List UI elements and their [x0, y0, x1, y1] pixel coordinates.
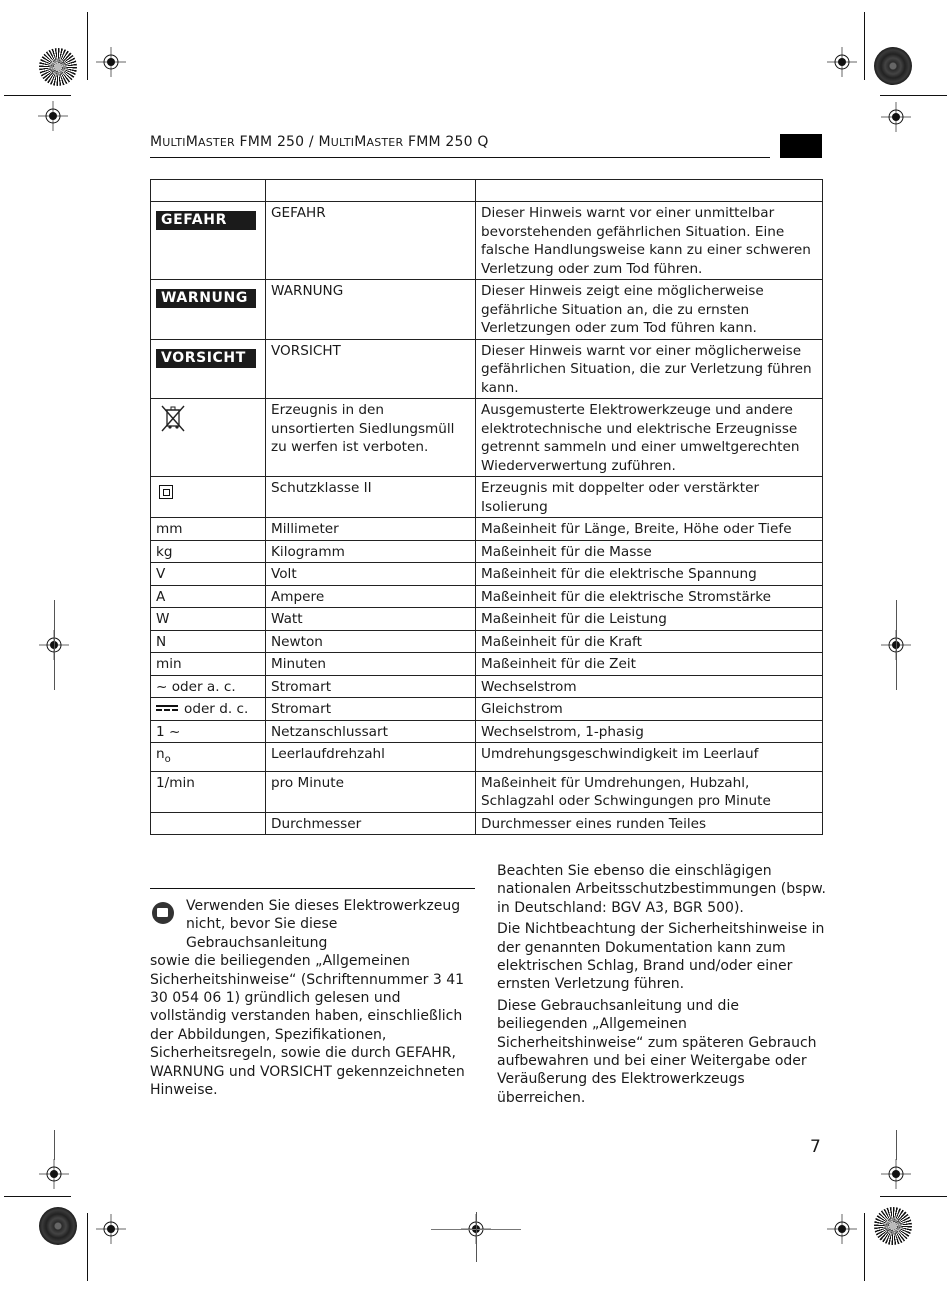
- title-cap: M: [185, 134, 198, 150]
- registration-disc-icon: [39, 1207, 77, 1245]
- signal-word-vorsicht: VORSICHT: [156, 349, 256, 368]
- symbol-meaning: Dieser Hinweis warnt vor einer möglicherweise gefährlichen Situation, die zur Verletzung führen kann.: [476, 339, 823, 399]
- table-row: [151, 339, 823, 399]
- symbol-meaning: Maßeinheit für Umdrehungen, Hubzahl, Schlagzahl oder Schwingungen pro Minute: [476, 771, 823, 812]
- symbol-meaning: Maßeinheit für die elektrische Stromstärke: [476, 585, 823, 608]
- paragraph: Diese Gebrauchsanleitung und die beiliegenden „Allgemeinen Sicherheitshinweise“ zum späteren Gebrauch aufbewahren und bei einer Weitergabe oder Veräußerung des Elektrowerkzeugs überreichen.: [497, 997, 817, 1106]
- symbol-name: Newton: [266, 630, 476, 653]
- symbol-code: kg: [151, 540, 266, 563]
- section-rule: [150, 888, 475, 889]
- paragraph: Beachten Sie ebenso die einschlägigen nationalen Arbeitsschutzbestimmungen (bspw. in Deutschland: BGV A3, BGR 500).: [497, 863, 826, 916]
- symbol-code: V: [151, 563, 266, 586]
- symbol-name: GEFAHR: [266, 202, 476, 280]
- symbol-name: Schutzklasse II: [266, 477, 476, 518]
- symbol-meaning: Durchmesser eines runden Teiles: [476, 812, 823, 835]
- running-head: [150, 134, 489, 150]
- symbol-name: Watt: [266, 608, 476, 631]
- symbol-name: Volt: [266, 563, 476, 586]
- symbol-table: [150, 179, 823, 835]
- title-smallcaps: ASTER: [366, 136, 404, 149]
- header-rule: [150, 157, 770, 158]
- symbol-code: oder d. c.: [184, 701, 249, 717]
- symbol-meaning: Wechselstrom, 1-phasig: [476, 720, 823, 743]
- title-cap: M: [150, 134, 163, 150]
- paragraph: Die Nichtbeachtung der Sicherheitshinweise in der genannten Dokumentation kann zum elektrischen Schlag, Brand und/oder einer ernsten Verletzung führen.: [497, 921, 825, 993]
- table-row: [151, 698, 823, 721]
- table-row: [151, 477, 823, 518]
- thumb-tab-marker: [780, 134, 822, 158]
- table-header-row: [151, 180, 823, 202]
- signal-word-gefahr: GEFAHR: [156, 211, 256, 230]
- table-row: [151, 675, 823, 698]
- symbol-name: Leerlaufdrehzahl: [266, 743, 476, 772]
- header-cell-meaning: [476, 180, 823, 202]
- symbol-meaning: Maßeinheit für Länge, Breite, Höhe oder Tiefe: [476, 518, 823, 541]
- symbol-name: Millimeter: [266, 518, 476, 541]
- symbol-meaning: Maßeinheit für die Masse: [476, 540, 823, 563]
- symbol-code: 1 ~: [151, 720, 266, 743]
- table-row: [151, 653, 823, 676]
- symbol-name: Durchmesser: [266, 812, 476, 835]
- right-column-text: [497, 862, 827, 1110]
- crosshair-icon: [827, 1214, 857, 1244]
- symbol-code: min: [151, 653, 266, 676]
- symbol-meaning: Maßeinheit für die elektrische Spannung: [476, 563, 823, 586]
- read-manual-icon: [152, 902, 174, 924]
- crosshair-icon: [96, 1214, 126, 1244]
- symbol-code: A: [151, 585, 266, 608]
- crosshair-icon: [38, 101, 68, 131]
- note-body: sowie die beiliegenden „Allgemeinen Sicherheitshinweise“ (Schriftennummer 3 41 30 054 06 1) gründlich gelesen und vollständig verstanden haben, einschließlich der Abbildungen, Spezifikationen, Sicherheitsregeln, sowie die durch GEFAHR, WARNUNG und VORSICHT gekennzeichneten Hinweise.: [150, 953, 465, 1099]
- title-smallcaps: ASTER: [198, 136, 235, 149]
- symbol-code: mm: [151, 518, 266, 541]
- symbol-name: WARNUNG: [266, 280, 476, 340]
- symbol-code: N: [151, 630, 266, 653]
- symbol-name: Netzanschlussart: [266, 720, 476, 743]
- table-row: [151, 563, 823, 586]
- direct-current-icon: [156, 705, 178, 713]
- crosshair-icon: [881, 1159, 911, 1189]
- table-row: [151, 720, 823, 743]
- table-row: [151, 585, 823, 608]
- symbol-name: Erzeugnis in den unsortierten Siedlungsmüll zu werfen ist verboten.: [266, 399, 476, 477]
- protection-class-ii-icon: [159, 485, 173, 499]
- crosshair-icon: [881, 102, 911, 132]
- table-row: [151, 540, 823, 563]
- symbol-meaning: Wechselstrom: [476, 675, 823, 698]
- title-smallcaps: ULTI: [162, 136, 186, 149]
- crosshair-icon: [39, 1159, 69, 1189]
- symbol-meaning: Erzeugnis mit doppelter oder verstärkter Isolierung: [476, 477, 823, 518]
- table-row: [151, 608, 823, 631]
- crosshair-icon: [827, 47, 857, 77]
- symbol-name: pro Minute: [266, 771, 476, 812]
- note-line-1: Verwenden Sie dieses Elektrowerkzeug: [186, 898, 461, 914]
- crosshair-icon: [96, 47, 126, 77]
- symbol-code: W: [151, 608, 266, 631]
- symbol-meaning: Ausgemusterte Elektrowerkzeuge und andere elektrotechnische und elektrische Erzeugnisse getrennt sammeln und einer umweltgerechten Wiederverwertung zuführen.: [476, 399, 823, 477]
- registration-disc-icon: [874, 47, 912, 85]
- table-row: [151, 280, 823, 340]
- symbol-name: Minuten: [266, 653, 476, 676]
- symbol-name: Stromart: [266, 675, 476, 698]
- table-row: [151, 771, 823, 812]
- symbol-code: [151, 812, 266, 835]
- symbol-code: 1/min: [151, 771, 266, 812]
- read-manual-note: [150, 897, 480, 1099]
- header-cell-name: [266, 180, 476, 202]
- symbol-code: ~ oder a. c.: [151, 675, 266, 698]
- table-row: [151, 518, 823, 541]
- title-text: FMM 250 /: [234, 134, 319, 150]
- title-cap: M: [354, 134, 367, 150]
- table-row: [151, 812, 823, 835]
- symbol-name: VORSICHT: [266, 339, 476, 399]
- symbol-name: Kilogramm: [266, 540, 476, 563]
- symbol-code: n: [156, 746, 165, 762]
- header-cell-symbol: [151, 180, 266, 202]
- symbol-name: Stromart: [266, 698, 476, 721]
- table-row: [151, 202, 823, 280]
- symbol-name: Ampere: [266, 585, 476, 608]
- table-row: [151, 630, 823, 653]
- note-line-2: nicht, bevor Sie diese Gebrauchsanleitung: [186, 916, 338, 951]
- title-cap: M: [318, 134, 331, 150]
- table-row: [151, 399, 823, 477]
- symbol-meaning: Umdrehungsgeschwindigkeit im Leerlauf: [476, 743, 823, 772]
- title-smallcaps: ULTI: [330, 136, 355, 149]
- symbol-meaning: Dieser Hinweis zeigt eine möglicherweise gefährliche Situation an, die zu ernsten Verletzungen oder zum Tod führen kann.: [476, 280, 823, 340]
- symbol-meaning: Maßeinheit für die Leistung: [476, 608, 823, 631]
- symbol-meaning: Gleichstrom: [476, 698, 823, 721]
- crossed-out-bin-icon: [159, 403, 187, 435]
- registration-starburst-icon: [874, 1207, 912, 1245]
- signal-word-warnung: WARNUNG: [156, 289, 256, 308]
- registration-starburst-icon: [39, 48, 77, 86]
- symbol-meaning: Maßeinheit für die Kraft: [476, 630, 823, 653]
- symbol-subscript: o: [164, 754, 171, 765]
- table-row: [151, 743, 823, 772]
- symbol-meaning: Maßeinheit für die Zeit: [476, 653, 823, 676]
- title-text: FMM 250 Q: [403, 134, 489, 150]
- page-number: 7: [810, 1137, 821, 1157]
- symbol-meaning: Dieser Hinweis warnt vor einer unmittelbar bevorstehenden gefährlichen Situation. Eine falsche Handlungsweise kann zu einer schweren Verletzung oder zum Tod führen.: [476, 202, 823, 280]
